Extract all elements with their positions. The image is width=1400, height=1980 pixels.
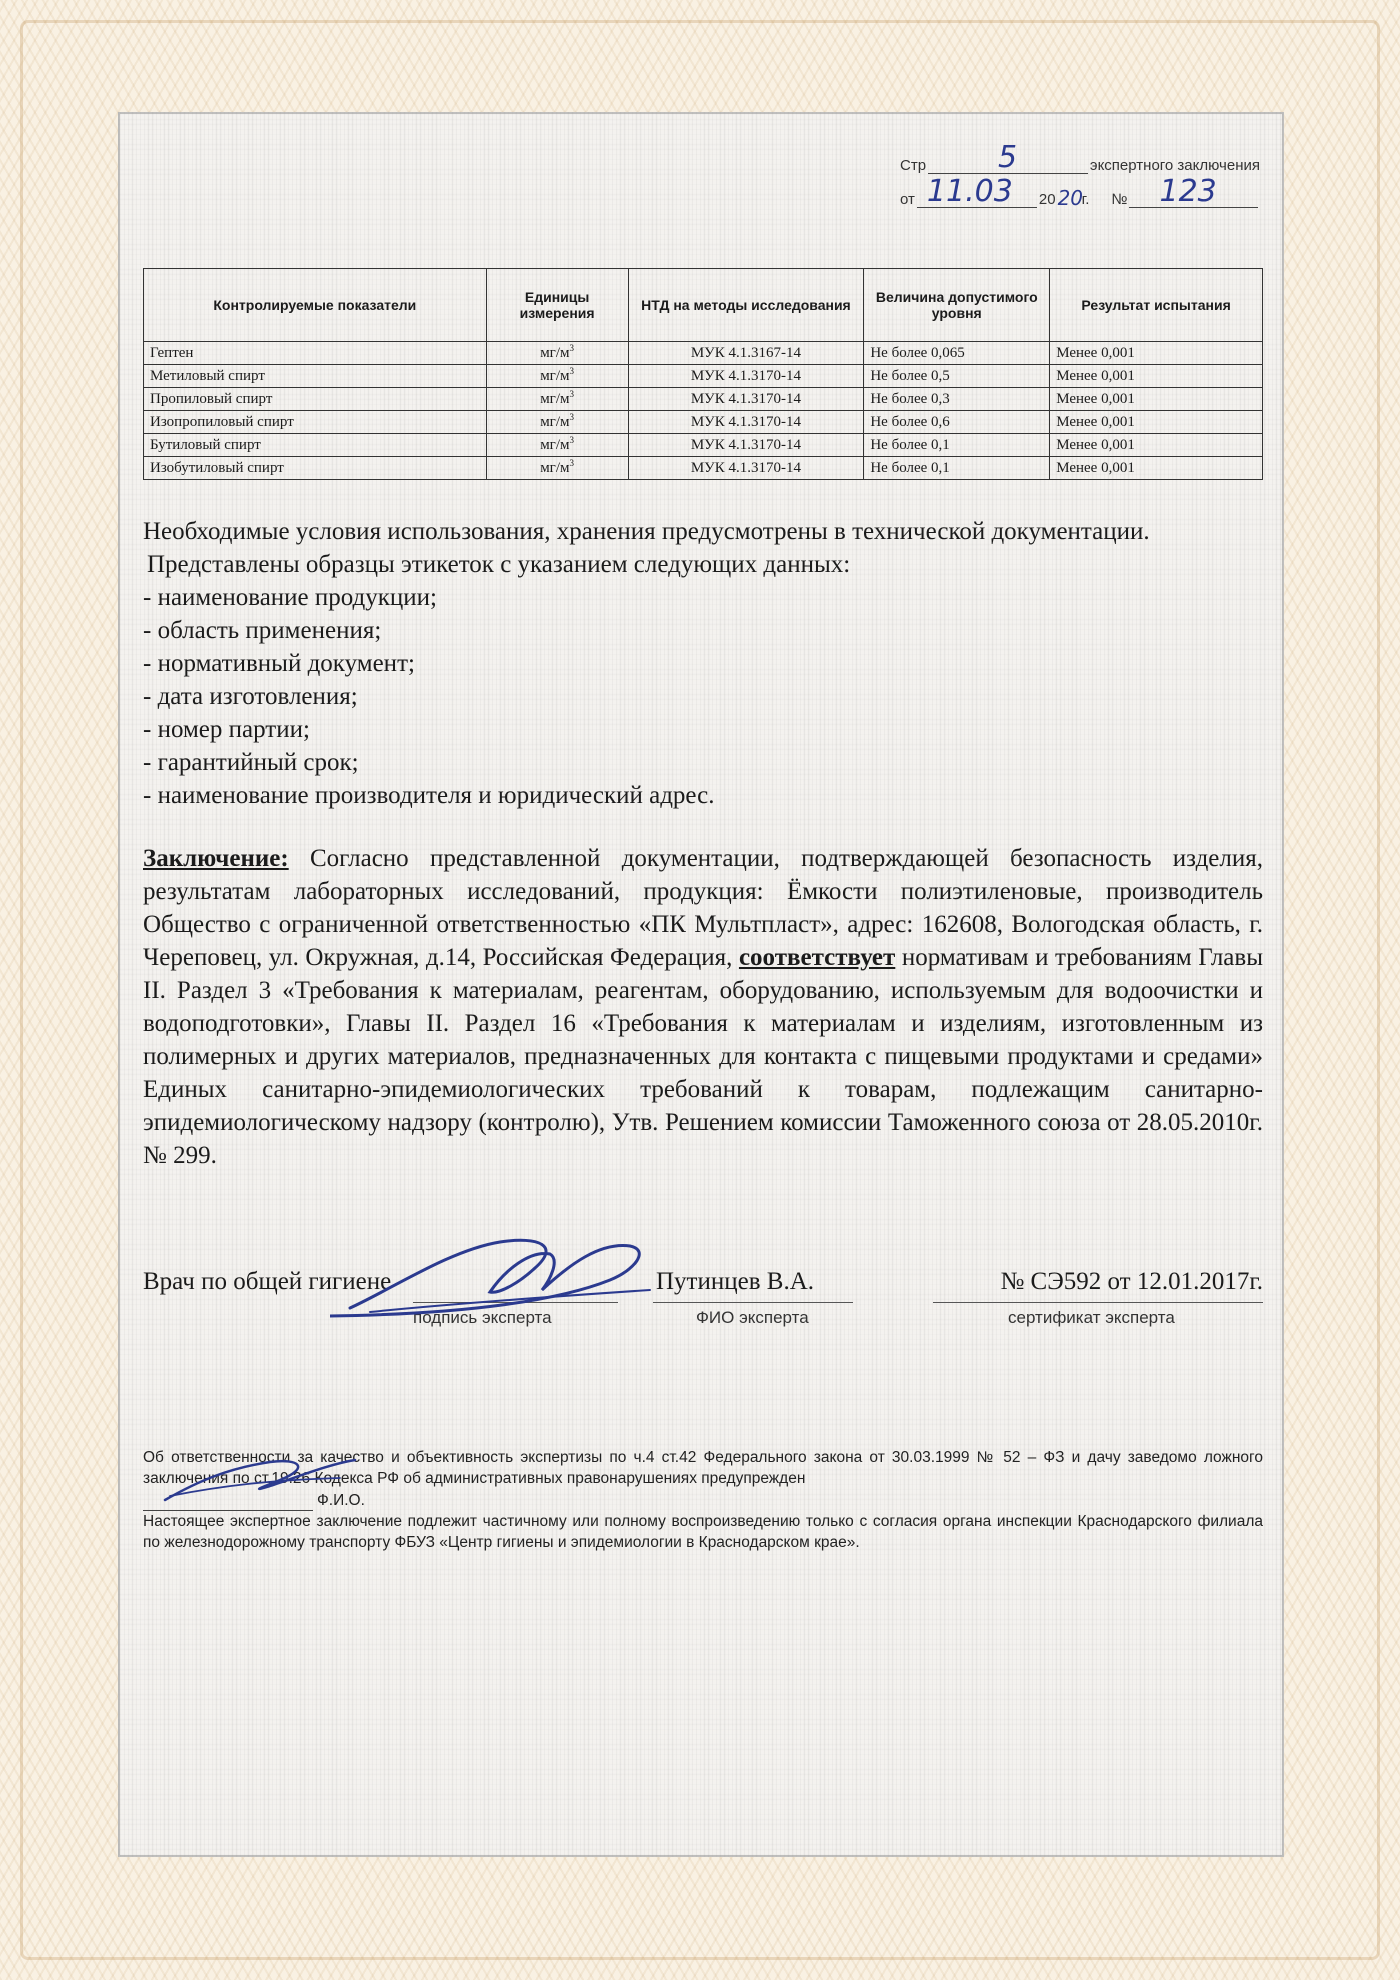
- labels-intro: Представлены образцы этикеток с указанием следующих данных:: [147, 551, 851, 578]
- date-number-line: [900, 174, 1260, 208]
- list-item: - наименование производителя и юридический адрес.: [143, 782, 715, 809]
- test-results-table: [143, 268, 1263, 480]
- year-handwritten: 20: [1057, 186, 1084, 210]
- unit-exponent: 3: [569, 343, 574, 353]
- table-row: [144, 365, 1263, 388]
- cell-result: Менее 0,001: [1050, 457, 1263, 480]
- conclusion-paragraph: [143, 842, 1263, 1172]
- number-label: №: [1111, 191, 1128, 208]
- unit-text: мг/м: [540, 460, 570, 476]
- cell-indicator: Изобутиловый спирт: [144, 457, 487, 480]
- list-item: - гарантийный срок;: [143, 749, 359, 776]
- caption-signature: подпись эксперта: [413, 1308, 552, 1327]
- cell-unit: [486, 411, 628, 434]
- list-item: - дата изготовления;: [143, 683, 358, 710]
- cell-method: МУК 4.1.3170-14: [628, 434, 864, 457]
- col-header-indicator: Контролируемые показатели: [144, 269, 487, 342]
- date-blank: [917, 174, 1037, 209]
- responsibility-text: Об ответственности за качество и объективность экспертизы по ч.4 ст.42 Федерального закона от 30.03.1999 № 52 – ФЗ и дачу заведомо ложного заключения по ст.19.26 Кодекса РФ об административных правонарушениях предупрежден: [143, 1449, 1263, 1487]
- col-header-limit: Величина допустимого уровня: [864, 269, 1050, 342]
- cell-method: МУК 4.1.3170-14: [628, 365, 864, 388]
- date-from-label: от: [900, 191, 915, 208]
- page-number-handwritten: 5: [998, 140, 1018, 175]
- cell-limit: Не более 0,065: [864, 342, 1050, 365]
- page-label: Стр: [900, 157, 927, 174]
- list-item: - наименование продукции;: [143, 584, 438, 611]
- table-header-row: [144, 269, 1263, 342]
- unit-text: мг/м: [540, 391, 570, 407]
- expert-name: Путинцев В.А.: [656, 1268, 814, 1295]
- expert-certificate: № СЭ592 от 12.01.2017г.: [1000, 1268, 1263, 1295]
- cell-result: Менее 0,001: [1050, 365, 1263, 388]
- cell-result: Менее 0,001: [1050, 434, 1263, 457]
- cell-indicator: Пропиловый спирт: [144, 388, 487, 411]
- table-row: [144, 342, 1263, 365]
- cell-method: МУК 4.1.3170-14: [628, 411, 864, 434]
- table-row: [144, 457, 1263, 480]
- cell-unit: [486, 365, 628, 388]
- list-item: - нормативный документ;: [143, 650, 415, 677]
- caption-certificate: сертификат эксперта: [1008, 1308, 1175, 1327]
- cell-method: МУК 4.1.3170-14: [628, 388, 864, 411]
- cell-unit: [486, 434, 628, 457]
- cell-limit: Не более 0,1: [864, 434, 1050, 457]
- year-prefix: 20: [1038, 191, 1056, 208]
- signature-block: [143, 1268, 1263, 1358]
- unit-exponent: 3: [569, 412, 574, 422]
- table-row: [144, 388, 1263, 411]
- cell-unit: [486, 457, 628, 480]
- certificate-underline: [933, 1302, 1263, 1303]
- cell-method: МУК 4.1.3167-14: [628, 342, 864, 365]
- caption-name: ФИО эксперта: [696, 1308, 809, 1327]
- document-header: [900, 140, 1260, 208]
- year-blank: [1057, 186, 1084, 210]
- cell-indicator: Гептен: [144, 342, 487, 365]
- conclusion-label: Заключение:: [143, 845, 289, 872]
- unit-text: мг/м: [540, 437, 570, 453]
- cell-indicator: Изопропиловый спирт: [144, 411, 487, 434]
- conclusion-text-1: Согласно представленной документации, подтверждающей безопасность изделия, результатам лабораторных исследований, продукция: Ёмкости полиэтиленовые, производитель Общество с ограниченной ответственностью «ПК Мультпласт», адрес: 162608, Вологодская область, г. Череповец, ул. Окружная, д.14, Российская Федерация,: [143, 845, 1263, 971]
- unit-text: мг/м: [540, 368, 570, 384]
- expert-role: Врач по общей гигиене: [143, 1268, 392, 1295]
- conclusion-text-2: нормативам и требованиям Главы II. Раздел 3 «Требования к материалам, реагентам, оборудованию, используемым для водоочистки и водоподготовки», Главы II. Раздел 16 «Требования к материалам и изделиям, изготовленным из полимерных и других материалов, предназначенных для контакта с пищевыми продуктами и средами» Единых санитарно-эпидемиологических требований к товарам, подлежащим санитарно-эпидемиологическому надзору (контролю), Утв. Решением комиссии Таможенного союза от 28.05.2010г. № 299.: [143, 944, 1263, 1169]
- page-number-line: [900, 140, 1260, 174]
- fio-label: Ф.И.О.: [317, 1492, 365, 1509]
- unit-text: мг/м: [540, 345, 570, 361]
- page-number-blank: [928, 140, 1088, 175]
- table-row: [144, 411, 1263, 434]
- unit-exponent: 3: [569, 458, 574, 468]
- cell-limit: Не более 0,5: [864, 365, 1050, 388]
- unit-exponent: 3: [569, 366, 574, 376]
- conclusion-verdict: соответствует: [738, 944, 896, 971]
- list-item: - номер партии;: [143, 716, 310, 743]
- cell-result: Менее 0,001: [1050, 411, 1263, 434]
- unit-exponent: 3: [569, 435, 574, 445]
- year-suffix: г.: [1081, 191, 1090, 208]
- cell-limit: Не более 0,6: [864, 411, 1050, 434]
- number-handwritten: 123: [1159, 174, 1217, 209]
- cell-limit: Не более 0,1: [864, 457, 1050, 480]
- spacer: [143, 812, 1263, 842]
- expert-signature: [330, 1220, 660, 1330]
- page-suffix: экспертного заключения: [1089, 157, 1260, 174]
- col-header-result: Результат испытания: [1050, 269, 1263, 342]
- cell-unit: [486, 388, 628, 411]
- table-row: [144, 434, 1263, 457]
- document-body: [143, 515, 1263, 1172]
- cell-result: Менее 0,001: [1050, 342, 1263, 365]
- cell-limit: Не более 0,3: [864, 388, 1050, 411]
- name-underline: [653, 1302, 853, 1303]
- cell-method: МУК 4.1.3170-14: [628, 457, 864, 480]
- col-header-method: НТД на методы исследования: [628, 269, 864, 342]
- cell-indicator: Метиловый спирт: [144, 365, 487, 388]
- cell-unit: [486, 342, 628, 365]
- footer-signature: [160, 1450, 360, 1510]
- cell-result: Менее 0,001: [1050, 388, 1263, 411]
- unit-exponent: 3: [569, 389, 574, 399]
- conditions-paragraph: Необходимые условия использования, хранения предусмотрены в технической документации.: [143, 518, 1150, 545]
- cell-indicator: Бутиловый спирт: [144, 434, 487, 457]
- date-handwritten: 11.03: [926, 174, 1013, 209]
- unit-text: мг/м: [540, 414, 570, 430]
- col-header-unit: Единицы измерения: [486, 269, 628, 342]
- number-blank: [1129, 174, 1258, 209]
- list-item: - область применения;: [143, 617, 382, 644]
- reproduction-text: Настоящее экспертное заключение подлежит частичному или полному воспроизведению только с согласия органа инспекции Краснодарского филиала по железнодорожному транспорту ФБУЗ «Центр гигиены и эпидемиологии в Краснодарском крае».: [143, 1513, 1263, 1551]
